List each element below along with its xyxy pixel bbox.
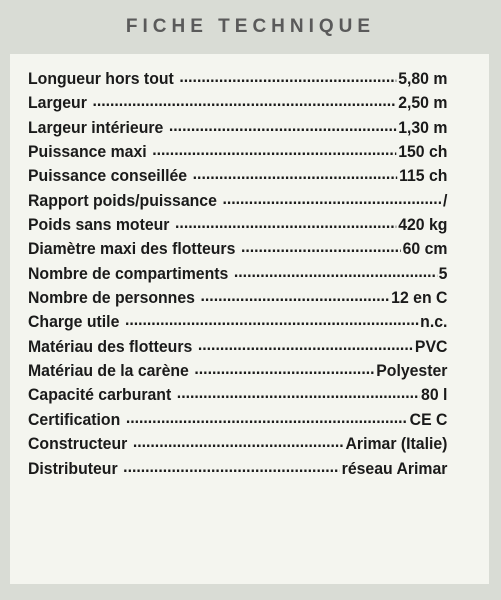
dot-leader	[152, 140, 396, 157]
spec-label: Puissance conseillée	[28, 166, 188, 186]
spec-label: Nombre de personnes	[28, 288, 195, 308]
spec-value: 420 kg	[398, 215, 448, 235]
spec-row	[28, 140, 447, 164]
spec-value: 80 l	[421, 385, 448, 405]
spec-row	[28, 213, 447, 237]
spec-value: 1,30 m	[398, 117, 448, 137]
spec-row	[28, 359, 447, 383]
spec-value: Arimar (Italie)	[345, 434, 448, 454]
spec-row	[28, 286, 447, 310]
dot-leader	[234, 262, 437, 279]
spec-label: Largeur	[28, 93, 87, 113]
dot-leader	[169, 116, 396, 133]
header	[0, 0, 501, 54]
spec-row	[28, 189, 447, 213]
spec-value: /	[443, 190, 448, 210]
spec-list	[28, 67, 448, 481]
spec-row	[28, 383, 447, 407]
dot-leader	[194, 359, 374, 376]
spec-row	[28, 310, 447, 334]
spec-value: réseau Arimar	[341, 458, 448, 478]
spec-label: Rapport poids/puissance	[28, 190, 217, 210]
spec-row	[28, 408, 447, 432]
spec-row	[28, 262, 447, 286]
dot-leader	[222, 189, 441, 206]
spec-row	[28, 67, 447, 91]
dot-leader	[198, 335, 413, 352]
spec-label: Constructeur	[28, 434, 128, 454]
dot-leader	[241, 237, 401, 254]
page-title: FICHE TECHNIQUE	[125, 16, 376, 37]
spec-value: 5	[438, 263, 448, 283]
dot-leader	[126, 408, 408, 425]
spec-value: 5,80 m	[398, 69, 448, 88]
dot-leader	[123, 457, 340, 474]
spec-label: Nombre de compartiments	[28, 263, 229, 283]
spec-label: Poids sans moteur	[28, 215, 170, 235]
spec-value: Polyester	[376, 361, 448, 381]
spec-label: Capacité carburant	[28, 385, 172, 405]
spec-value: 150 ch	[398, 142, 448, 162]
dot-leader	[201, 286, 390, 303]
spec-value: n.c.	[420, 312, 448, 332]
spec-value: 60 cm	[402, 239, 448, 259]
dot-leader	[175, 213, 396, 230]
spec-row	[28, 457, 447, 481]
spec-label: Matériau de la carène	[28, 361, 189, 381]
dot-leader	[177, 383, 419, 400]
spec-label: Longueur hors tout	[28, 69, 174, 88]
spec-row	[28, 237, 447, 261]
spec-value: 12 en C	[391, 288, 448, 308]
spec-label: Puissance maxi	[28, 142, 147, 162]
spec-label: Matériau des flotteurs	[28, 336, 193, 356]
spec-row	[28, 91, 447, 115]
dot-leader	[193, 164, 398, 181]
spec-row	[28, 164, 447, 188]
spec-label: Distributeur	[28, 458, 118, 478]
spec-row	[28, 116, 447, 140]
spec-value: 115 ch	[399, 166, 448, 186]
dot-leader	[133, 432, 344, 449]
dot-leader	[179, 67, 396, 84]
spec-card	[10, 54, 489, 584]
spec-label: Largeur intérieure	[28, 117, 164, 137]
spec-row	[28, 335, 447, 359]
spec-value: PVC	[414, 336, 448, 356]
spec-label: Certification	[28, 409, 121, 429]
spec-label: Charge utile	[28, 312, 120, 332]
spec-label: Diamètre maxi des flotteurs	[28, 239, 236, 259]
dot-leader	[92, 91, 396, 108]
spec-value: 2,50 m	[398, 93, 448, 113]
spec-row	[28, 432, 447, 456]
dot-leader	[125, 310, 418, 327]
spec-value: CE C	[409, 409, 448, 429]
